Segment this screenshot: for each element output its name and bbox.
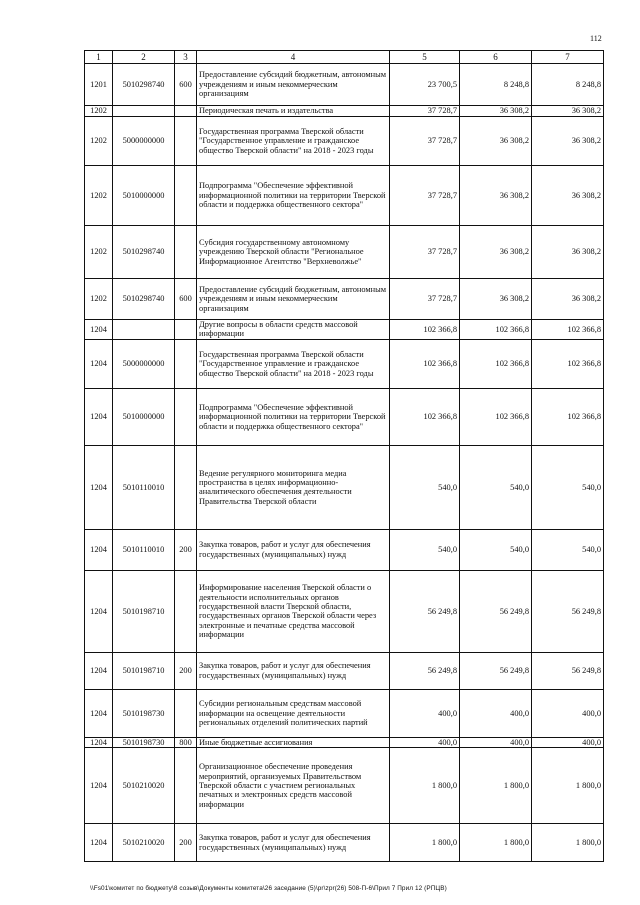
amount-2021: 56 249,8 bbox=[390, 652, 460, 689]
table-row bbox=[85, 226, 604, 279]
expense-group bbox=[175, 570, 197, 652]
target-code: 5010298740 bbox=[113, 279, 175, 320]
section-code: 1204 bbox=[85, 748, 113, 824]
target-code bbox=[113, 320, 175, 340]
expense-group bbox=[175, 748, 197, 824]
target-code: 5010210020 bbox=[113, 748, 175, 824]
amount-2022: 102 366,8 bbox=[460, 339, 532, 388]
col-header-5: 5 bbox=[390, 51, 460, 64]
table-row bbox=[85, 117, 604, 166]
col-header-6: 6 bbox=[460, 51, 532, 64]
amount-2023: 56 249,8 bbox=[532, 570, 604, 652]
amount-2021: 540,0 bbox=[390, 529, 460, 570]
item-name: Закупка товаров, работ и услуг для обеспечения государственных (муниципальных) нужд bbox=[197, 652, 390, 689]
amount-2023: 56 249,8 bbox=[532, 652, 604, 689]
expense-group: 200 bbox=[175, 529, 197, 570]
target-code: 5010210020 bbox=[113, 824, 175, 862]
table-row bbox=[85, 320, 604, 340]
amount-2022: 400,0 bbox=[460, 689, 532, 737]
amount-2023: 400,0 bbox=[532, 689, 604, 737]
amount-2022: 36 308,2 bbox=[460, 106, 532, 117]
table-row bbox=[85, 689, 604, 737]
amount-2021: 102 366,8 bbox=[390, 388, 460, 445]
amount-2021: 37 728,7 bbox=[390, 106, 460, 117]
col-header-4: 4 bbox=[197, 51, 390, 64]
item-name: Ведение регулярного мониторинга медиа пространства в целях информационно-аналитического обеспечения деятельности Правительства Тверской области bbox=[197, 445, 390, 529]
amount-2021: 400,0 bbox=[390, 737, 460, 747]
amount-2021: 1 800,0 bbox=[390, 824, 460, 862]
amount-2023: 36 308,2 bbox=[532, 117, 604, 166]
expense-group bbox=[175, 339, 197, 388]
amount-2022: 36 308,2 bbox=[460, 166, 532, 226]
expense-group bbox=[175, 320, 197, 340]
amount-2021: 102 366,8 bbox=[390, 339, 460, 388]
section-code: 1204 bbox=[85, 570, 113, 652]
col-header-7: 7 bbox=[532, 51, 604, 64]
expense-group bbox=[175, 106, 197, 117]
section-code: 1202 bbox=[85, 117, 113, 166]
target-code: 5010198730 bbox=[113, 737, 175, 747]
amount-2023: 36 308,2 bbox=[532, 166, 604, 226]
amount-2021: 102 366,8 bbox=[390, 320, 460, 340]
section-code: 1204 bbox=[85, 320, 113, 340]
target-code: 5010298740 bbox=[113, 226, 175, 279]
table-row bbox=[85, 279, 604, 320]
expense-group: 800 bbox=[175, 737, 197, 747]
amount-2022: 8 248,8 bbox=[460, 64, 532, 106]
table-row bbox=[85, 64, 604, 106]
amount-2023: 36 308,2 bbox=[532, 226, 604, 279]
col-header-1: 1 bbox=[85, 51, 113, 64]
section-code: 1204 bbox=[85, 529, 113, 570]
target-code: 5010198710 bbox=[113, 570, 175, 652]
expense-group bbox=[175, 117, 197, 166]
item-name: Подпрограмма "Обеспечение эффективной информационной политики на территории Тверской области и поддержка общественного сектора" bbox=[197, 388, 390, 445]
col-header-2: 2 bbox=[113, 51, 175, 64]
amount-2022: 400,0 bbox=[460, 737, 532, 747]
budget-table bbox=[84, 50, 604, 862]
table-row bbox=[85, 652, 604, 689]
item-name: Субсидия государственному автономному учреждению Тверской области "Региональное Информационное Агентство "Верхневолжье" bbox=[197, 226, 390, 279]
amount-2022: 540,0 bbox=[460, 445, 532, 529]
expense-group: 200 bbox=[175, 652, 197, 689]
section-code: 1202 bbox=[85, 279, 113, 320]
item-name: Закупка товаров, работ и услуг для обеспечения государственных (муниципальных) нужд bbox=[197, 529, 390, 570]
header-row bbox=[85, 51, 604, 64]
item-name: Предоставление субсидий бюджетным, автономным учреждениям и иным некоммерческим организациям bbox=[197, 64, 390, 106]
item-name: Подпрограмма "Обеспечение эффективной информационной политики на территории Тверской области и поддержка общественного сектора" bbox=[197, 166, 390, 226]
expense-group bbox=[175, 226, 197, 279]
amount-2023: 102 366,8 bbox=[532, 339, 604, 388]
section-code: 1202 bbox=[85, 166, 113, 226]
item-name: Государственная программа Тверской области "Государственное управление и гражданское общество Тверской области" на 2018 - 2023 годы bbox=[197, 339, 390, 388]
amount-2023: 1 800,0 bbox=[532, 748, 604, 824]
amount-2022: 56 249,8 bbox=[460, 570, 532, 652]
amount-2022: 56 249,8 bbox=[460, 652, 532, 689]
amount-2023: 36 308,2 bbox=[532, 106, 604, 117]
amount-2022: 36 308,2 bbox=[460, 226, 532, 279]
section-code: 1202 bbox=[85, 226, 113, 279]
amount-2022: 36 308,2 bbox=[460, 279, 532, 320]
target-code: 5010110010 bbox=[113, 445, 175, 529]
amount-2021: 37 728,7 bbox=[390, 117, 460, 166]
section-code: 1204 bbox=[85, 445, 113, 529]
target-code bbox=[113, 106, 175, 117]
expense-group bbox=[175, 166, 197, 226]
amount-2021: 23 700,5 bbox=[390, 64, 460, 106]
expense-group bbox=[175, 689, 197, 737]
table-row bbox=[85, 388, 604, 445]
target-code: 5010110010 bbox=[113, 529, 175, 570]
section-code: 1201 bbox=[85, 64, 113, 106]
section-code: 1204 bbox=[85, 388, 113, 445]
table-row bbox=[85, 824, 604, 862]
item-name: Закупка товаров, работ и услуг для обеспечения государственных (муниципальных) нужд bbox=[197, 824, 390, 862]
amount-2022: 1 800,0 bbox=[460, 824, 532, 862]
section-code: 1204 bbox=[85, 339, 113, 388]
target-code: 5000000000 bbox=[113, 117, 175, 166]
col-header-3: 3 bbox=[175, 51, 197, 64]
target-code: 5010000000 bbox=[113, 166, 175, 226]
amount-2023: 102 366,8 bbox=[532, 320, 604, 340]
table-row bbox=[85, 529, 604, 570]
amount-2021: 37 728,7 bbox=[390, 226, 460, 279]
amount-2022: 540,0 bbox=[460, 529, 532, 570]
amount-2021: 1 800,0 bbox=[390, 748, 460, 824]
table-row bbox=[85, 106, 604, 117]
amount-2021: 56 249,8 bbox=[390, 570, 460, 652]
amount-2021: 540,0 bbox=[390, 445, 460, 529]
item-name: Государственная программа Тверской области "Государственное управление и гражданское общество Тверской области" на 2018 - 2023 годы bbox=[197, 117, 390, 166]
amount-2023: 102 366,8 bbox=[532, 388, 604, 445]
table-row bbox=[85, 166, 604, 226]
amount-2023: 1 800,0 bbox=[532, 824, 604, 862]
expense-group: 600 bbox=[175, 279, 197, 320]
amount-2022: 36 308,2 bbox=[460, 117, 532, 166]
table-row bbox=[85, 737, 604, 747]
amount-2023: 540,0 bbox=[532, 445, 604, 529]
file-path-footer: \\Fs01\комитет по бюджету\8 созыв\Документы комитета\26 заседание (5)\pr\zpr(26) 508-П-6\Прил 7 Прил 12 (РПЦВ) bbox=[90, 885, 447, 892]
amount-2021: 37 728,7 bbox=[390, 166, 460, 226]
section-code: 1204 bbox=[85, 689, 113, 737]
item-name: Организационное обеспечение проведения мероприятий, организуемых Правительством Тверской области с участием региональных печатных и электронных средств массовой информации bbox=[197, 748, 390, 824]
expense-group bbox=[175, 388, 197, 445]
expense-group bbox=[175, 445, 197, 529]
expense-group: 200 bbox=[175, 824, 197, 862]
item-name: Другие вопросы в области средств массовой информации bbox=[197, 320, 390, 340]
section-code: 1202 bbox=[85, 106, 113, 117]
amount-2022: 102 366,8 bbox=[460, 320, 532, 340]
target-code: 5010298740 bbox=[113, 64, 175, 106]
table-row bbox=[85, 570, 604, 652]
item-name: Иные бюджетные ассигнования bbox=[197, 737, 390, 747]
target-code: 5000000000 bbox=[113, 339, 175, 388]
item-name: Субсидии региональным средствам массовой информации на освещение деятельности региональных отделений политических партий bbox=[197, 689, 390, 737]
target-code: 5010198730 bbox=[113, 689, 175, 737]
amount-2022: 102 366,8 bbox=[460, 388, 532, 445]
table-row bbox=[85, 748, 604, 824]
amount-2022: 1 800,0 bbox=[460, 748, 532, 824]
amount-2023: 8 248,8 bbox=[532, 64, 604, 106]
amount-2021: 400,0 bbox=[390, 689, 460, 737]
section-code: 1204 bbox=[85, 824, 113, 862]
section-code: 1204 bbox=[85, 652, 113, 689]
amount-2023: 400,0 bbox=[532, 737, 604, 747]
table-row bbox=[85, 445, 604, 529]
section-code: 1204 bbox=[85, 737, 113, 747]
amount-2023: 36 308,2 bbox=[532, 279, 604, 320]
amount-2021: 37 728,7 bbox=[390, 279, 460, 320]
table-row bbox=[85, 339, 604, 388]
target-code: 5010000000 bbox=[113, 388, 175, 445]
item-name: Информирование населения Тверской области о деятельности исполнительных органов государственной власти Тверской области, государственных органов Тверской области через электронные и печатные средства массовой информации bbox=[197, 570, 390, 652]
item-name: Предоставление субсидий бюджетным, автономным учреждениям и иным некоммерческим организациям bbox=[197, 279, 390, 320]
target-code: 5010198710 bbox=[113, 652, 175, 689]
amount-2023: 540,0 bbox=[532, 529, 604, 570]
expense-group: 600 bbox=[175, 64, 197, 106]
item-name: Периодическая печать и издательства bbox=[197, 106, 390, 117]
page-number: 112 bbox=[590, 34, 602, 43]
